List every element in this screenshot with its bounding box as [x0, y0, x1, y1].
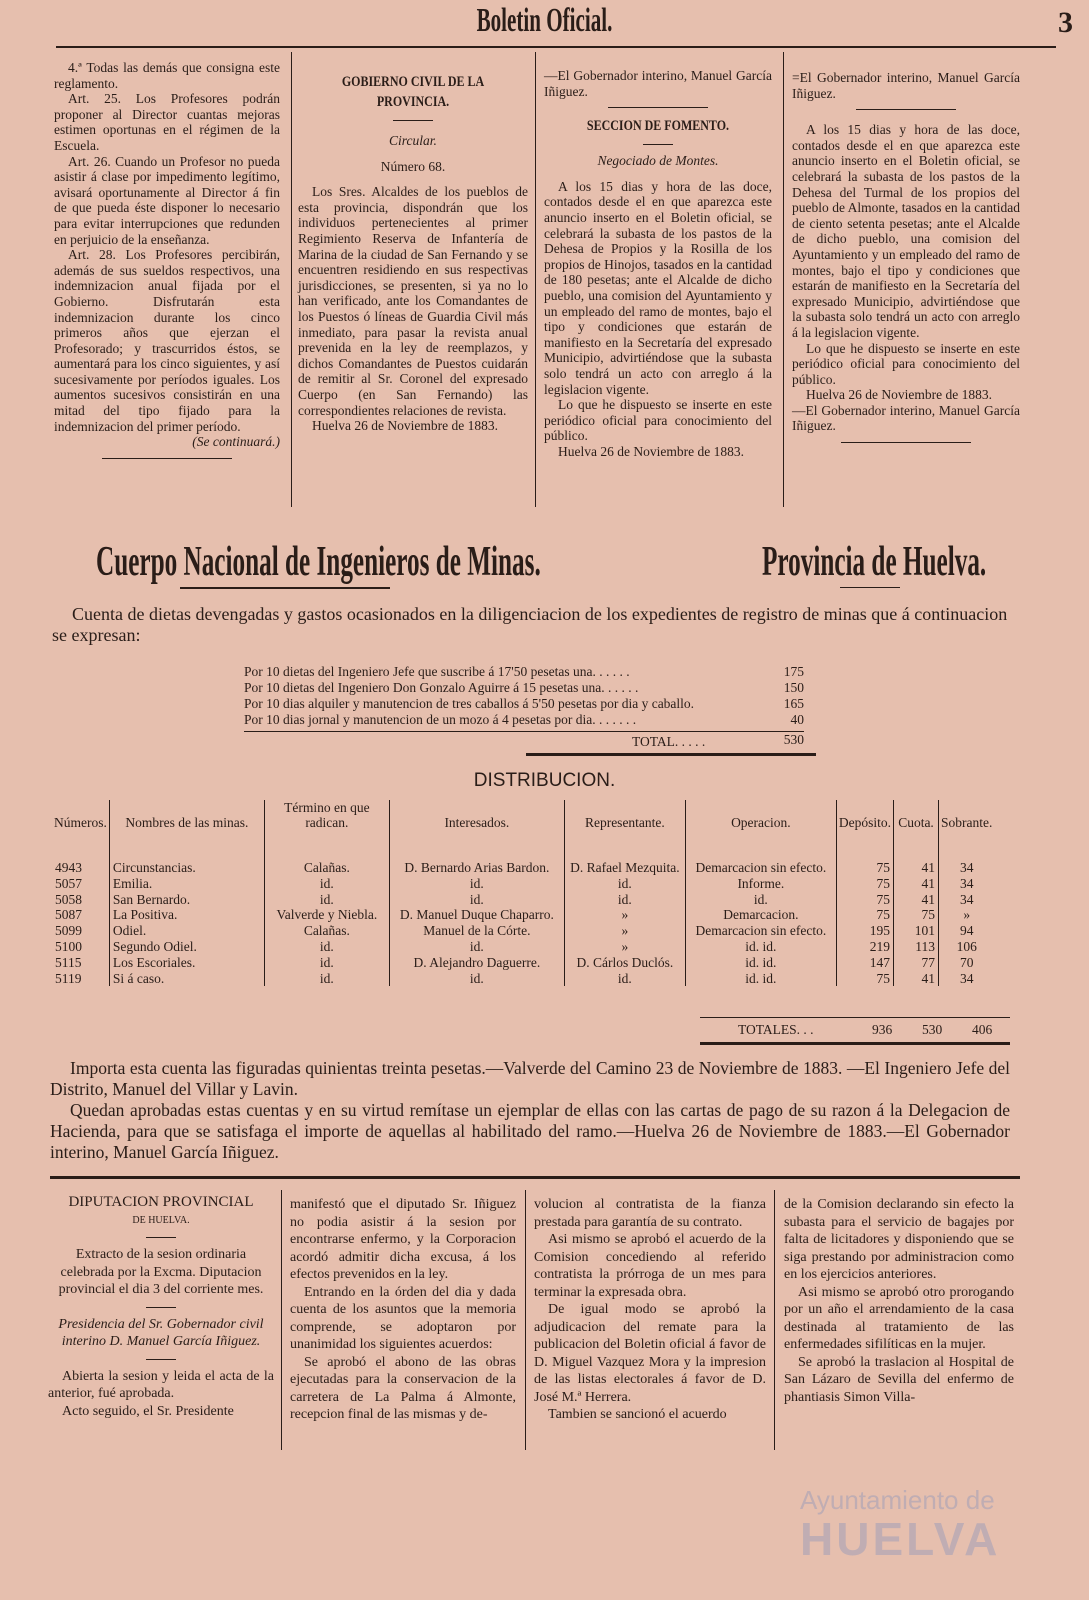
archive-watermark — [800, 1485, 1001, 1565]
regulation-item: 4.ª Todas las demás que consigna este reglamento. — [54, 60, 280, 91]
table-cell: id. — [264, 955, 389, 971]
table-bottom-rule — [700, 1017, 1010, 1018]
table-cell: 147 — [836, 955, 893, 971]
distribution-table — [52, 800, 994, 986]
table-cell: id. — [264, 939, 389, 955]
mines-title: Cuerpo Nacional de Ingenieros de Minas. — [96, 539, 541, 585]
bottom-column-1 — [48, 1194, 274, 1420]
cost-description: Por 10 dias alquiler y manutencion de tres caballos á 5'50 pesetas por dia y caballo. — [244, 696, 695, 711]
cost-amount: 150 — [783, 680, 804, 695]
table-cell: 34 — [959, 970, 974, 986]
separator — [393, 120, 433, 121]
table-cell: id. — [389, 971, 564, 987]
table-cell: Informe. — [685, 876, 836, 892]
table-row — [52, 907, 994, 923]
table-cell: Demarcacion. — [685, 907, 836, 923]
table-cell: 75 — [894, 907, 939, 923]
total-double-rule — [526, 753, 816, 756]
separator — [146, 1307, 176, 1308]
table-cell: 4943 — [52, 848, 109, 876]
total-quota: 530 — [922, 1022, 943, 1037]
table-cell: D. Bernardo Arias Bardon. — [389, 848, 564, 876]
session-text: Asi mismo se aprobó el acuerdo de la Comision concediendo al referido contratista la prórroga de un mes para terminar la expresada obra. — [534, 1232, 766, 1300]
cost-description: Por 10 dietas del Ingeniero Jefe que suscribe á 17'50 pesetas una. . . . . . — [244, 664, 630, 679]
totals-label: TOTALES. . . — [738, 1022, 814, 1037]
table-cell: 41 — [894, 971, 939, 987]
session-text: Asi mismo se aprobó otro prorogando por un año el arrendamiento de la casa destinada al tratamiento de las enfermedades sifilíticas en la mujer. — [784, 1284, 1014, 1352]
column-divider — [525, 1190, 526, 1450]
section-heading-gobierno: GOBIERNO CIVIL DE LA PROVINCIA. — [341, 74, 485, 110]
governor-signature: =El Gobernador interino, Manuel García Iñiguez. — [792, 70, 1020, 101]
table-cell: id. — [564, 971, 685, 987]
auction-notice-hinojos: A los 15 dias y hora de las doce, contados desde el en que aparezca este anuncio inserto en el Boletin oficial, se celebrará la subasta de los pastos de la Dehesa de Propios y la Rosilla de los propios de Hinojos, tasados en la cantidad de 180 pesetas; ante el Alcalde de dicho pueblo, una comision del Ayuntamiento y un empleado del ramo de montes, bajo el tipo y condiciones que estarán de manifiesto en la Secretaría del expresado Municipio, advirtiéndose que la subasta solo tendrá un acto con arreglo á la legislacion vigente. — [544, 178, 772, 397]
article-28: Art. 28. Los Profesores percibirán, además de sus sueldos respectivos, una indemnizacion anual fijada por el Gobierno. Disfrutarán esta indemnizacion durante los cinco primeros años que ejerzan el Profesorado; y trascurridos éstos, se aumentará para los cinco siguientes, y así sucesivamente por períodos iguales. Los aumentos sucesivos consistirán en una mitad del tipo fijado para la indemnizacion del primer período. — [54, 247, 280, 434]
separator — [102, 458, 232, 459]
circular-body: Los Sres. Alcaldes de los pueblos de esta provincia, dispondrán que los individuos pertenecientes al primer Regimiento Reserva de Infantería de Marina de la ciudad de San Fernando y se encuentren residiendo en sus respectivas jurisdicciones, se presenten, si ya no lo han verificado, ante los Comandantes de los Puestos ó líneas de Guardia Civil más inmediato, para pasar la revista anual prevenida en la ley de reemplazos, y dichos Comandantes de Puestos cuidarán de remitir al Sr. Coronel del expresado Cuerpo (en San Fernando) las correspondientes relaciones de revista. — [298, 184, 528, 418]
column-divider — [783, 52, 784, 507]
table-cell: 70 — [959, 954, 974, 970]
cost-row — [244, 664, 804, 680]
table-cell: 94 — [959, 923, 974, 939]
table-cell: Valverde y Niebla. — [264, 907, 389, 923]
table-cell: Odiel. — [109, 923, 264, 939]
title-ornament — [840, 587, 900, 588]
session-text: volucion al contratista de la fianza prestada para garantía de su contrato. — [534, 1197, 766, 1230]
table-cell: 41 — [894, 848, 939, 876]
bottom-column-3 — [534, 1196, 766, 1424]
table-cell: 41 — [894, 892, 939, 908]
session-next: Acto seguido, el Sr. Presidente — [62, 1403, 234, 1419]
governor-signature: —El Gobernador interino, Manuel García Iñiguez. — [792, 402, 1020, 434]
col-header-mine-names: Nombres de las minas. — [109, 800, 264, 848]
table-body — [52, 848, 994, 986]
section-heading-fomento: SECCION DE FOMENTO. — [586, 118, 730, 135]
governor-signature: —El Gobernador interino, Manuel García Iñiguez. — [544, 68, 772, 99]
table-cell: D. Cárlos Duclós. — [564, 955, 685, 971]
table-cell: 5115 — [52, 955, 109, 971]
col-header-representative: Representante. — [564, 800, 685, 848]
session-text: Tambien se sancionó el acuerdo — [548, 1407, 727, 1422]
presidency-note: Presidencia del Sr. Gobernador civil interino D. Manuel García Iñiguez. — [58, 1316, 264, 1349]
table-cell: 41 — [894, 876, 939, 892]
separator — [146, 1237, 176, 1238]
bottom-column-2 — [290, 1196, 516, 1424]
table-cell: San Bernardo. — [109, 892, 264, 908]
table-cell: 34 — [959, 875, 974, 891]
cost-list — [244, 664, 804, 750]
total-deposit: 936 — [872, 1022, 893, 1037]
table-cell: id. — [264, 876, 389, 892]
separator — [841, 442, 971, 443]
article-26: Art. 26. Cuando un Profesor no pueda asistir á clase por impedimento legítimo, avisará oportunamente al Director á fin de que pueda éste disponer lo necesario para evitar interrupciones que redunden en perjuicio de la enseñanza. — [54, 153, 280, 247]
table-row — [52, 971, 994, 987]
table-cell: 106 — [956, 938, 977, 954]
title-ornament — [180, 587, 390, 589]
table-cell: Emilia. — [109, 876, 264, 892]
session-text: manifestó que el diputado Sr. Iñiguez no podia asistir á la sesion por encontrarse enfermo, y la Corporacion acordó admitir dicha excusa, á los efectos prevenidos en la ley. — [290, 1197, 516, 1282]
section-double-rule — [50, 1176, 1020, 1179]
top-column-1 — [54, 60, 280, 467]
separator — [146, 1359, 176, 1360]
table-row — [52, 892, 994, 908]
total-amount: 530 — [783, 732, 804, 747]
table-cell: 113 — [894, 939, 939, 955]
table-cell: D. Manuel Duque Chaparro. — [389, 907, 564, 923]
table-row — [52, 848, 994, 876]
total-row — [244, 731, 804, 750]
account-closing-2: Quedan aprobadas estas cuentas y en su virtud remítase un ejemplar de ellas con las cartas de pago de su razon á la Delegacion de Hacienda, para que se satisfaga el importe de aquellas al habilitado del ramo.—Huelva 26 de Noviembre de 1883.—El Gobernador interino, Manuel García Iñiguez. — [50, 1100, 1010, 1162]
top-column-3 — [544, 68, 772, 459]
col-header-term: Término en que radican. — [264, 800, 389, 848]
account-closing-1: Importa esta cuenta las figuradas quinientas treinta pesetas.—Valverde del Camino 23 de Noviembre de 1883. —El Ingeniero Jefe del Distrito, Manuel del Villar y Lavin. — [50, 1058, 1010, 1099]
table-cell: 75 — [836, 907, 893, 923]
circular-number: Número 68. — [380, 158, 446, 174]
table-cell: Manuel de la Córte. — [389, 923, 564, 939]
col-header-quota: Cuota. — [894, 800, 939, 848]
session-text: De igual modo se aprobó la adjudicacion del remate para la publicacion del Boletin oficial á favor de D. Miguel Vazquez Mora y la impresion de las listas electorales á favor de D. José M.ª Herrera. — [534, 1302, 766, 1405]
diputacion-heading: DIPUTACION PROVINCIAL — [68, 1194, 254, 1210]
table-cell: D. Alejandro Daguerre. — [389, 955, 564, 971]
table-cell: 34 — [959, 860, 974, 875]
table-cell: id. — [389, 892, 564, 908]
account-intro: Cuenta de dietas devengadas y gastos ocasionados en la diligenciacion de los expedientes de registro de minas que á continuacion se expresan: — [52, 604, 1008, 645]
cost-row — [244, 680, 804, 696]
province-title: Provincia de Huelva. — [762, 539, 987, 585]
table-cell: Demarcacion sin efecto. — [685, 923, 836, 939]
session-text: Se aprobó el abono de las obras ejecutadas para la conservacion de la carretera de La Palma á Almonte, recepcion final de las mismas y de- — [290, 1354, 516, 1422]
table-cell: id. — [389, 876, 564, 892]
separator — [856, 109, 956, 110]
table-cell: 5087 — [52, 907, 109, 923]
total-surplus: 406 — [972, 1022, 993, 1037]
table-cell: Circunstancias. — [109, 848, 264, 876]
col-header-deposit: Depósito. — [836, 800, 893, 848]
continued-note: (Se continuará.) — [192, 434, 280, 450]
table-cell: id. id. — [685, 939, 836, 955]
column-divider — [281, 1190, 282, 1450]
auction-notice-almonte: A los 15 dias y hora de las doce, contados desde el en que aparezca este anuncio inserto en el Boletin oficial, se celebrará la subasta de los pastos de la Dehesa del Turmal de los propios del pueblo de Almonte, tasados en la cantidad de ciento setenta pesetas; ante el Alcalde de dicho pueblo, una comision del Ayuntamiento y un empleado del ramo de montes, bajo el tipo y condiciones que estarán de manifiesto en la Secretaría del expresado Municipio, advirtiéndose que la subasta solo tendrá un acto con arreglo á la legislacion vigente. — [792, 122, 1020, 340]
top-column-2 — [298, 62, 528, 434]
table-cell: » — [963, 907, 971, 923]
table-cell: Los Escoriales. — [109, 955, 264, 971]
table-cell: 75 — [836, 971, 893, 987]
cost-row — [244, 696, 804, 712]
cost-amount: 40 — [790, 712, 804, 727]
table-cell: id. id. — [685, 971, 836, 987]
table-header-row — [52, 800, 994, 848]
table-cell: id. — [685, 892, 836, 908]
table-row — [52, 923, 994, 939]
table-cell: id. — [264, 971, 389, 987]
watermark-line-1: Ayuntamiento de — [800, 1485, 995, 1515]
publication-note: Lo que he dispuesto se inserte en este periódico oficial para conocimiento del público. — [792, 340, 1020, 387]
table-cell: id. — [264, 892, 389, 908]
col-header-interested: Interesados. — [389, 800, 564, 848]
table-cell: id. — [564, 892, 685, 908]
table-row — [52, 955, 994, 971]
table-row — [52, 939, 994, 955]
bottom-column-4 — [784, 1196, 1014, 1406]
table-cell: Calañas. — [264, 848, 389, 876]
cost-amount: 165 — [783, 696, 804, 711]
notice-date: Huelva 26 de Noviembre de 1883. — [806, 387, 992, 403]
cost-row — [244, 712, 804, 728]
table-cell: D. Rafael Mezquita. — [564, 848, 685, 876]
circular-date: Huelva 26 de Noviembre de 1883. — [312, 418, 498, 434]
table-cell: 5100 — [52, 939, 109, 955]
article-25: Art. 25. Los Profesores podrán proponer al Director cuantas mejoras estimen oportunas en el régimen de la Escuela. — [54, 91, 280, 153]
page-number: 3 — [1058, 6, 1073, 39]
session-text: Entrando en la órden del dia y dada cuenta de los asuntos que la memoria comprende, se adoptaron por unanimidad los siguientes acuerdos: — [290, 1284, 516, 1352]
totals-rule — [700, 1042, 1010, 1045]
total-label: TOTAL. . . . . — [632, 734, 706, 749]
watermark-line-2: HUELVA — [800, 1513, 1001, 1565]
table-row — [52, 876, 994, 892]
table-cell: 5119 — [52, 971, 109, 987]
top-column-4 — [792, 70, 1020, 451]
table-cell: 75 — [836, 892, 893, 908]
publication-note: Lo que he dispuesto se inserte en este periódico oficial para conocimiento del público. — [544, 397, 772, 444]
table-cell: id. — [564, 876, 685, 892]
circular-label: Circular. — [389, 133, 437, 148]
table-cell: id. id. — [685, 955, 836, 971]
session-opening: Abierta la sesion y leida el acta de la anterior, fué aprobada. — [48, 1368, 274, 1401]
table-cell: 219 — [836, 939, 893, 955]
col-header-operation: Operacion. — [685, 800, 836, 848]
table-cell: La Positiva. — [109, 907, 264, 923]
table-cell: 75 — [836, 848, 893, 876]
table-cell: » — [564, 923, 685, 939]
column-divider — [774, 1190, 775, 1450]
cost-description: Por 10 dietas del Ingeniero Don Gonzalo Aguirre á 15 pesetas una. . . . . . — [244, 680, 639, 695]
col-header-surplus: Sobrante. — [941, 815, 993, 830]
page-title: Boletin Oficial. — [476, 2, 613, 39]
column-divider — [535, 52, 536, 507]
notice-date: Huelva 26 de Noviembre de 1883. — [558, 443, 744, 459]
session-text: Se aprobó la traslacion al Hospital de San Lázaro de Sevilla del enfermo de phantiasis Simon Villa- — [784, 1354, 1014, 1405]
table-cell: 34 — [959, 891, 974, 907]
table-cell: 77 — [894, 955, 939, 971]
table-cell: 75 — [836, 876, 893, 892]
cost-amount: 175 — [783, 664, 804, 679]
separator — [643, 144, 673, 145]
table-cell: Si á caso. — [109, 971, 264, 987]
table-cell: Demarcacion sin efecto. — [685, 848, 836, 876]
table-cell: 195 — [836, 923, 893, 939]
table-cell: Segundo Odiel. — [109, 939, 264, 955]
table-cell: Calañas. — [264, 923, 389, 939]
table-cell: » — [564, 907, 685, 923]
session-text: de la Comision declarando sin efecto la subasta para el servicio de bagajes por falta de licitadores y disponiendo que se siga prestando por administracion como en los ejercicios anteriores. — [784, 1197, 1014, 1282]
table-cell: 5099 — [52, 923, 109, 939]
table-cell: » — [564, 939, 685, 955]
col-header-numbers: Números. — [52, 800, 109, 848]
header-rule — [56, 46, 1056, 48]
column-divider — [291, 52, 292, 507]
table-cell: 5058 — [52, 892, 109, 908]
diputacion-subheading: DE HUELVA. — [132, 1214, 190, 1226]
negociado-label: Negociado de Montes. — [597, 153, 719, 169]
distribution-title: DISTRIBUCION. — [473, 770, 616, 791]
session-extract: Extracto de la sesion ordinaria celebrada por la Excma. Diputacion provincial el dia 3 del corriente mes. — [58, 1247, 264, 1297]
table-cell: 5057 — [52, 876, 109, 892]
cost-description: Por 10 dias jornal y manutencion de un mozo á 4 pesetas por dia. . . . . . . — [244, 712, 637, 727]
table-cell: 101 — [894, 923, 939, 939]
separator — [608, 107, 708, 108]
table-cell: id. — [389, 939, 564, 955]
